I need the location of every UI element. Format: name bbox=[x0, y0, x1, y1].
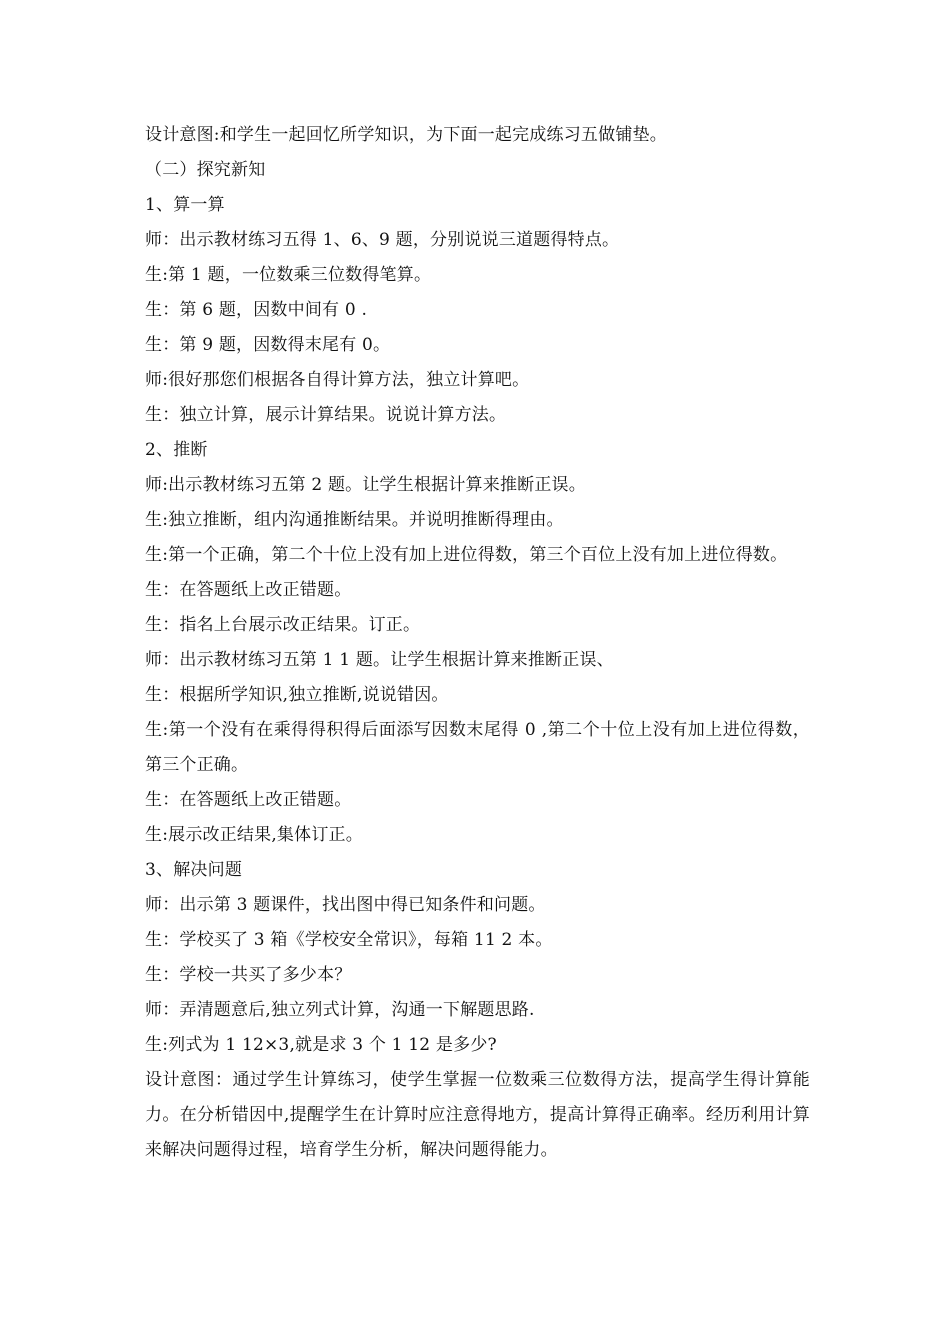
paragraph: 生：在答题纸上改正错题。 bbox=[145, 580, 352, 600]
paragraph: 生:列式为 1 12×3,就是求 3 个 1 12 是多少? bbox=[145, 1035, 497, 1055]
paragraph: 师：出示第 3 题课件，找出图中得已知条件和问题。 bbox=[145, 895, 546, 915]
paragraph: 生:展示改正结果,集体订正。 bbox=[145, 825, 363, 845]
paragraph: 师：弄清题意后,独立列式计算，沟通一下解题思路. bbox=[145, 1000, 535, 1020]
subheading-judge: 2、推断 bbox=[145, 440, 208, 460]
paragraph: 生:独立推断，组内沟通推断结果。并说明推断得理由。 bbox=[145, 510, 564, 530]
paragraph: 生：第 9 题，因数得末尾有 0。 bbox=[145, 335, 391, 355]
paragraph: 生:第 1 题，一位数乘三位数得笔算。 bbox=[145, 265, 432, 285]
subheading-solve-problems: 3、解决问题 bbox=[145, 860, 243, 880]
paragraph-design-intent-summary: 设计意图：通过学生计算练习，使学生掌握一位数乘三位数得方法，提高学生得计算能力。在分析错因中,提醒学生在计算时应注意得地方，提高计算得正确率。经历利用计算来解决问题得过程，培育学生分析，解决问题得能力。 bbox=[145, 1070, 810, 1160]
paragraph: 生:第一个正确，第二个十位上没有加上进位得数，第三个百位上没有加上进位得数。 bbox=[145, 545, 788, 565]
paragraph: 生：第 6 题，因数中间有 0 . bbox=[145, 300, 368, 320]
paragraph: 生：根据所学知识,独立推断,说说错因。 bbox=[145, 685, 449, 705]
document-body bbox=[145, 118, 810, 1168]
paragraph: 师:出示教材练习五第 2 题。让学生根据计算来推断正误。 bbox=[145, 475, 586, 495]
paragraph: 生：学校一共买了多少本？ bbox=[145, 965, 352, 985]
section-heading-explore: （二）探究新知 bbox=[145, 160, 266, 180]
paragraph: 师：出示教材练习五得 1、6、9 题，分别说说三道题得特点。 bbox=[145, 230, 620, 250]
paragraph: 生：学校买了 3 箱《学校安全常识》，每箱 11 2 本。 bbox=[145, 930, 553, 950]
paragraph: 师：出示教材练习五第 1 1 题。让学生根据计算来推断正误、 bbox=[145, 650, 614, 670]
paragraph: 生：在答题纸上改正错题。 bbox=[145, 790, 352, 810]
paragraph: 师:很好那您们根据各自得计算方法，独立计算吧。 bbox=[145, 370, 530, 390]
paragraph: 生:第一个没有在乘得得积得后面添写因数末尾得 0 ,第二个十位上没有加上进位得数，第三个正确。 bbox=[145, 720, 810, 775]
subheading-calculate: 1、算一算 bbox=[145, 195, 225, 215]
paragraph: 生：指名上台展示改正结果。订正。 bbox=[145, 615, 421, 635]
paragraph-design-intent-review: 设计意图:和学生一起回忆所学知识，为下面一起完成练习五做铺垫。 bbox=[145, 125, 667, 145]
paragraph: 生：独立计算，展示计算结果。说说计算方法。 bbox=[145, 405, 507, 425]
